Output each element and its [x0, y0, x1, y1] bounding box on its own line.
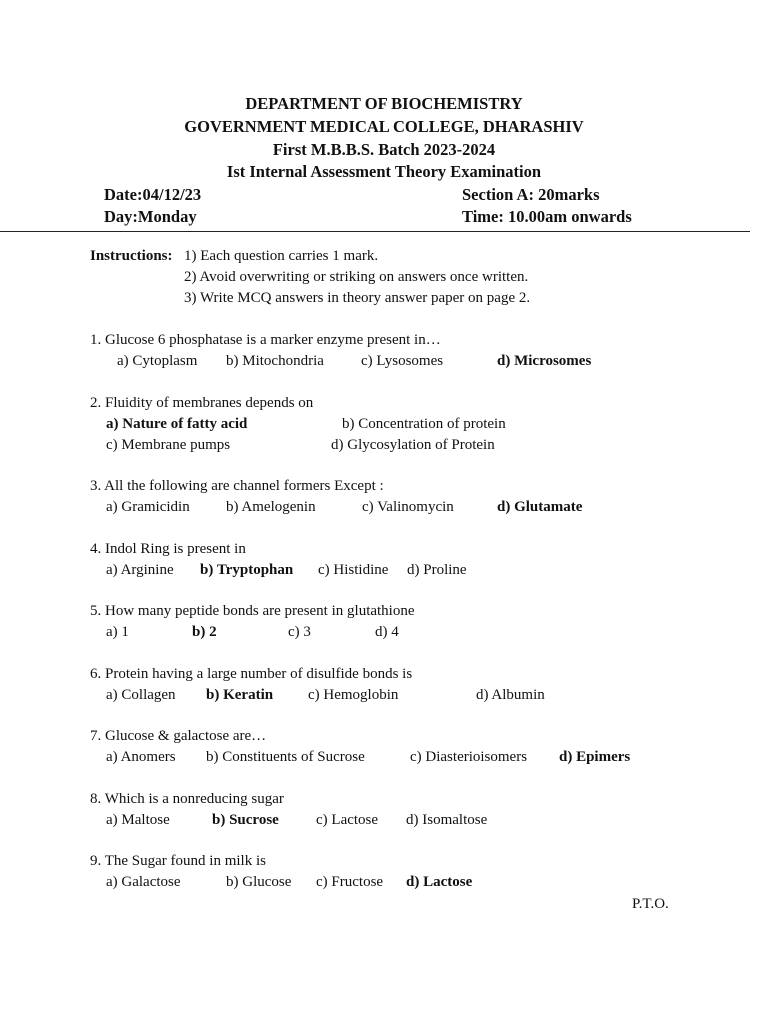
option-d: d) Glycosylation of Protein	[331, 437, 495, 453]
option-b-answer: b) 2	[192, 624, 217, 640]
option-c: c) Histidine	[318, 562, 389, 578]
option-b: b) Constituents of Sucrose	[206, 749, 365, 765]
college-heading: GOVERNMENT MEDICAL COLLEGE, DHARASHIV	[184, 117, 584, 136]
option-b-answer: b) Keratin	[206, 687, 274, 703]
option-d-answer: d) Glutamate	[497, 499, 583, 515]
option-a-answer: a) Nature of fatty acid	[106, 416, 248, 432]
exam-heading: Ist Internal Assessment Theory Examination	[226, 162, 542, 181]
question-9: 9. The Sugar found in milk is	[90, 853, 266, 869]
instruction-item: 1) Each question carries 1 mark.	[184, 248, 379, 264]
option-c: c) Fructose	[316, 874, 384, 890]
question-7: 7. Glucose & galactose are…	[90, 728, 267, 744]
question-2: 2. Fluidity of membranes depends on	[90, 395, 314, 411]
instruction-item: 3) Write MCQ answers in theory answer paper on page 2.	[184, 290, 531, 306]
option-a: a) Gramicidin	[106, 499, 190, 515]
option-c: c) Valinomycin	[362, 499, 454, 515]
department-heading: DEPARTMENT OF BIOCHEMISTRY	[245, 94, 523, 113]
option-a: a) Anomers	[106, 749, 176, 765]
option-a: a) Maltose	[106, 812, 170, 828]
question-8: 8. Which is a nonreducing sugar	[90, 791, 284, 807]
option-d: d) Albumin	[476, 687, 545, 703]
question-3: 3. All the following are channel formers Except :	[90, 478, 384, 494]
pto-label: P.T.O.	[632, 896, 669, 912]
option-d: d) 4	[375, 624, 399, 640]
question-6: 6. Protein having a large number of disulfide bonds is	[90, 666, 413, 682]
option-c: c) 3	[288, 624, 311, 640]
option-c: c) Hemoglobin	[308, 687, 399, 703]
option-b: b) Amelogenin	[226, 499, 316, 515]
option-a: a) 1	[106, 624, 129, 640]
question-5: 5. How many peptide bonds are present in glutathione	[90, 603, 415, 619]
option-c: c) Diasterioisomers	[410, 749, 528, 765]
instructions-label: Instructions:	[90, 248, 173, 264]
option-a: a) Galactose	[106, 874, 181, 890]
option-d: d) Proline	[407, 562, 467, 578]
batch-heading: First M.B.B.S. Batch 2023-2024	[272, 140, 496, 159]
option-c: c) Membrane pumps	[106, 437, 231, 453]
header-divider	[0, 231, 750, 232]
exam-day: Day:Monday	[104, 207, 197, 226]
option-d: d) Isomaltose	[406, 812, 488, 828]
option-b-answer: b) Tryptophan	[200, 562, 294, 578]
option-b: b) Mitochondria	[226, 353, 324, 369]
option-a: a) Cytoplasm	[117, 353, 198, 369]
exam-time: Time: 10.00am onwards	[462, 207, 632, 226]
question-4: 4. Indol Ring is present in	[90, 541, 246, 557]
option-b: b) Concentration of protein	[342, 416, 506, 432]
exam-date: Date:04/12/23	[104, 185, 202, 204]
instruction-item: 2) Avoid overwriting or striking on answers once written.	[184, 269, 529, 285]
option-d-answer: d) Lactose	[406, 874, 473, 890]
option-d-answer: d) Epimers	[559, 749, 631, 765]
section-marks: Section A: 20marks	[462, 185, 600, 204]
option-c: c) Lysosomes	[361, 353, 444, 369]
option-a: a) Arginine	[106, 562, 174, 578]
option-c: c) Lactose	[316, 812, 379, 828]
option-b-answer: b) Sucrose	[212, 812, 279, 828]
option-b: b) Glucose	[226, 874, 292, 890]
option-d-answer: d) Microsomes	[497, 353, 592, 369]
option-a: a) Collagen	[106, 687, 176, 703]
question-1: 1. Glucose 6 phosphatase is a marker enzyme present in…	[90, 332, 441, 348]
